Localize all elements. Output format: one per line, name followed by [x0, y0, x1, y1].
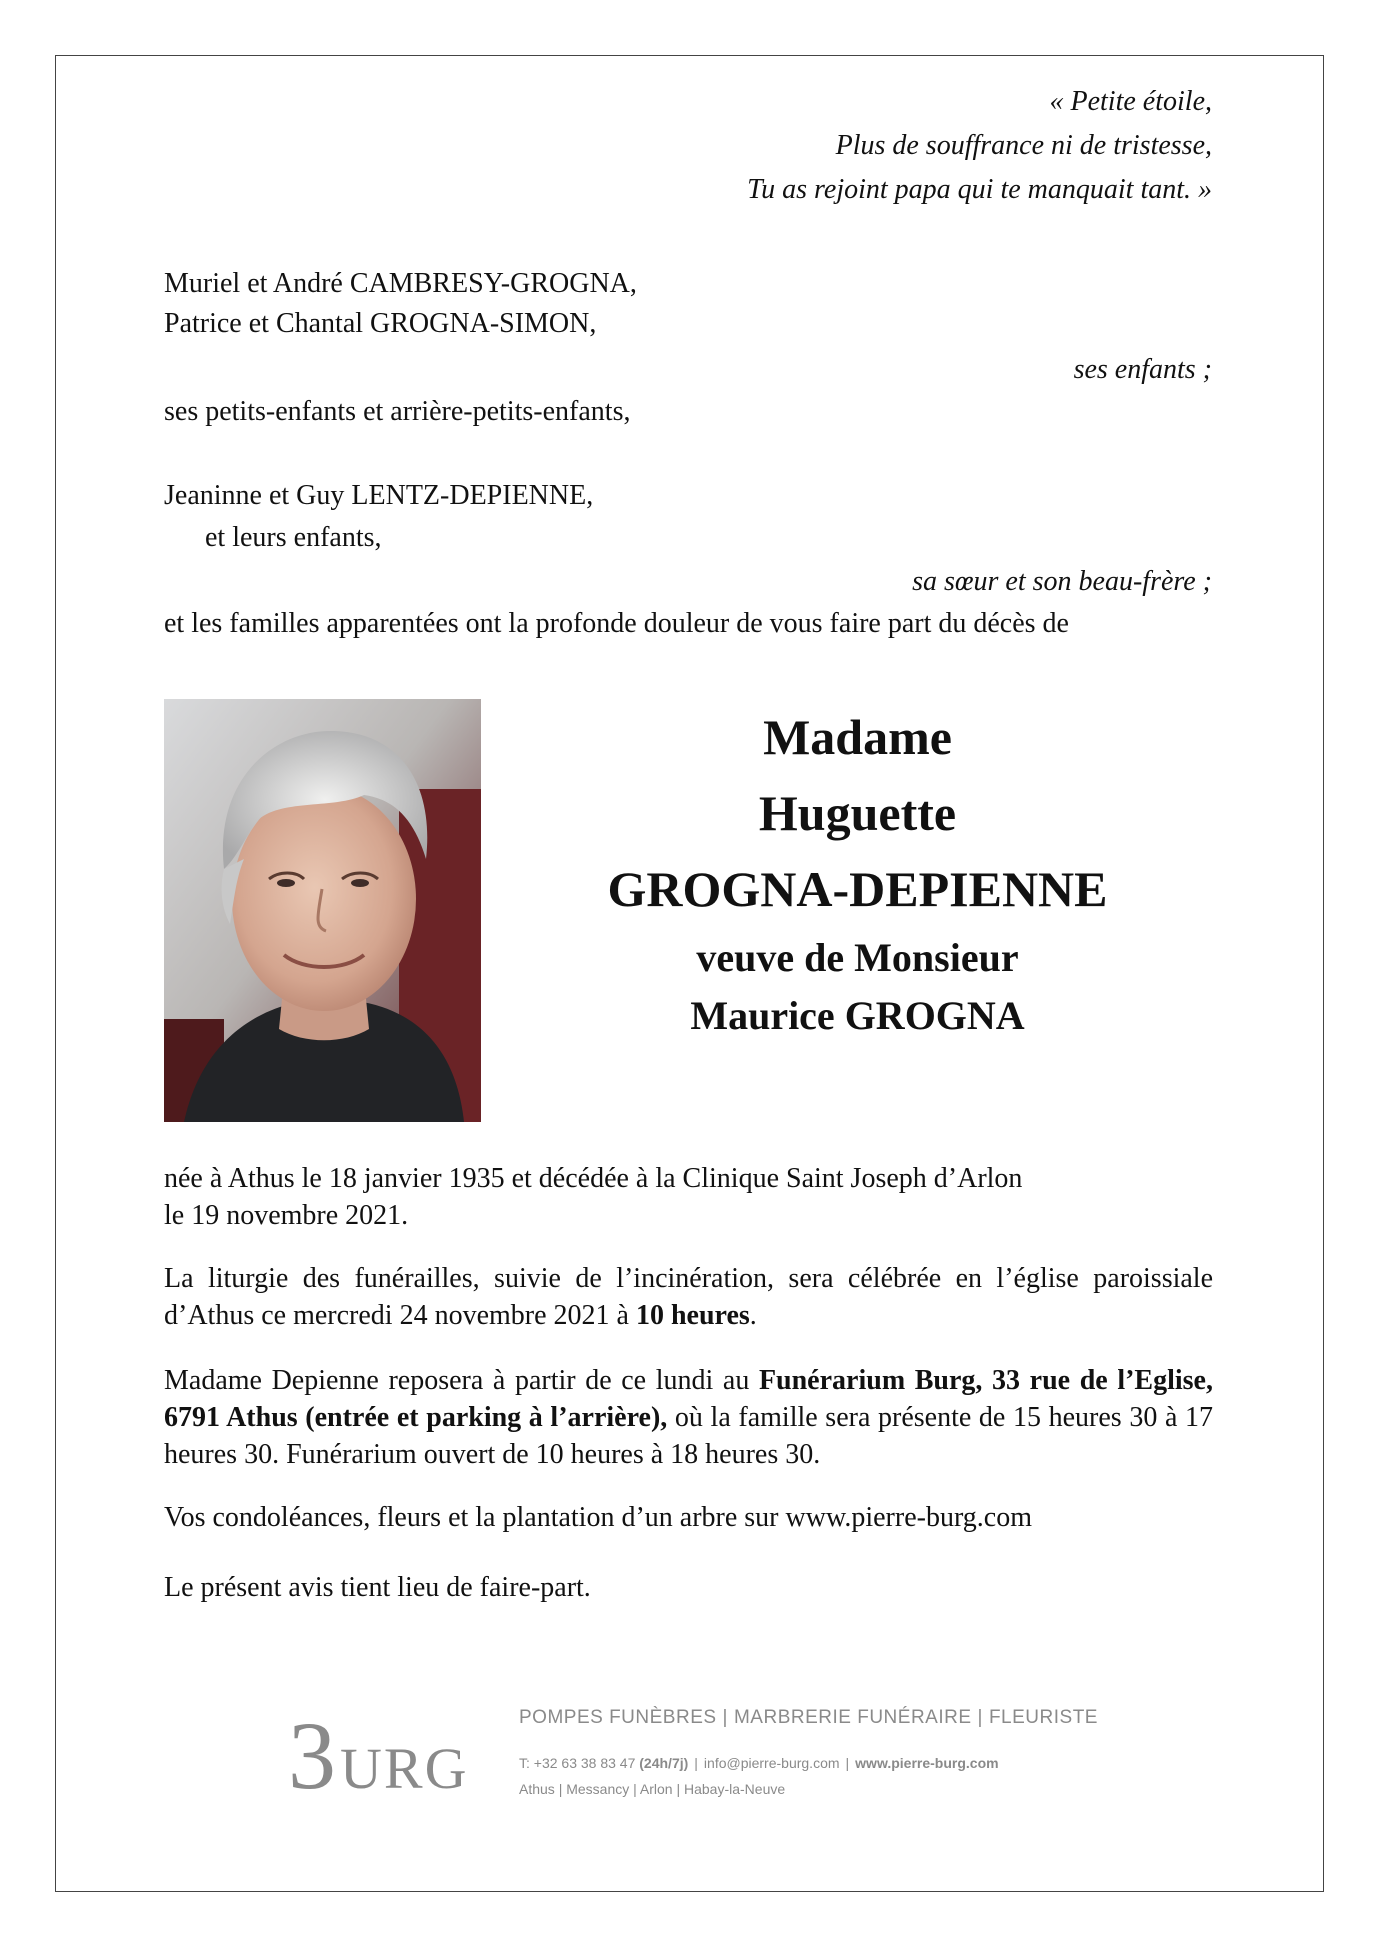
rest-paragraph [164, 1362, 1213, 1473]
svg-text:3: 3 [288, 1706, 336, 1796]
liturgy-paragraph [164, 1260, 1213, 1334]
quote-line-2: Plus de souffrance ni de tristesse, [835, 130, 1212, 161]
quote-line-1: « Petite étoile, [1049, 86, 1212, 117]
phone-label: T: +32 63 38 83 47 [519, 1755, 636, 1771]
sibling-children-line: et leurs enfants, [205, 522, 382, 553]
deceased-first-name: Huguette [758, 785, 957, 841]
burg-logo [288, 1706, 468, 1796]
liturgy-time: 10 heures [635, 1300, 750, 1331]
birth-death-line-1: née à Athus le 18 janvier 1935 et décédée à la Clinique Saint Joseph d’Arlon [164, 1163, 1023, 1194]
children-role: ses enfants ; [1073, 354, 1212, 385]
services-line: POMPES FUNÈBRES | MARBRERIE FUNÉRAIRE | FLEURISTE [519, 1707, 1098, 1728]
portrait-photo [164, 699, 481, 1122]
notice-line: Le présent avis tient lieu de faire-part. [164, 1572, 591, 1603]
birth-death-line-2: le 19 novembre 2021. [164, 1200, 409, 1231]
grandchildren-line: ses petits-enfants et arrière-petits-enfants, [164, 396, 631, 427]
email-link[interactable]: info@pierre-burg.com [703, 1755, 840, 1771]
spouse-name: Maurice GROGNA [690, 993, 1025, 1038]
family-child-2: Patrice et Chantal GROGNA-SIMON, [164, 308, 597, 339]
sibling-role: sa sœur et son beau-frère ; [912, 566, 1212, 597]
service-marble: MARBRERIE FUNÉRAIRE [733, 1707, 972, 1728]
locations-line: Athus | Messancy | Arlon | Habay-la-Neuve [519, 1781, 786, 1797]
quote-line-3: Tu as rejoint papa qui te manquait tant. » [747, 174, 1212, 205]
deceased-last-name: GROGNA-DEPIENNE [607, 861, 1108, 917]
condolences-line: Vos condoléances, fleurs et la plantation d’un arbre sur www.pierre-burg.com [164, 1502, 1032, 1533]
sibling-line: Jeaninne et Guy LENTZ-DEPIENNE, [164, 480, 594, 511]
contact-line: T: +32 63 38 83 47 (24h/7j) | info@pierre-burg.com | www.pierre-burg.com [519, 1755, 999, 1771]
birth-death-paragraph [164, 1160, 1213, 1234]
rest-place: Funérarium Burg, 33 rue de l’Eglise, 6791 Athus (entrée et parking à l’arrière), [164, 1365, 1213, 1433]
website-link[interactable]: www.pierre-burg.com [855, 1755, 999, 1771]
rest-end: où la famille sera présente de 15 heures 30 à 17 heures 30. Funérarium ouvert de 10 heures à 18 heures 30. [164, 1402, 1214, 1470]
liturgy-text: La liturgie des funérailles, suivie de l’incinération, sera célébrée en l’église paroissiale d’Athus ce mercredi 24 novembre 2021 à [164, 1263, 1213, 1331]
family-child-1: Muriel et André CAMBRESY-GROGNA, [164, 268, 637, 299]
liturgy-end: . [749, 1300, 757, 1331]
announcement-line: et les familles apparentées ont la profonde douleur de vous faire part du décès de [164, 608, 1069, 639]
widow-line: veuve de Monsieur [696, 935, 1019, 980]
phone-hours: (24h/7j) [639, 1755, 689, 1771]
deceased-title: Madame [763, 709, 952, 765]
service-florist: FLEURISTE [988, 1707, 1098, 1728]
svg-text:URG: URG [340, 1736, 468, 1796]
service-funeral: POMPES FUNÈBRES [519, 1707, 717, 1728]
rest-text: Madame Depienne reposera à partir de ce lundi au [164, 1365, 759, 1396]
